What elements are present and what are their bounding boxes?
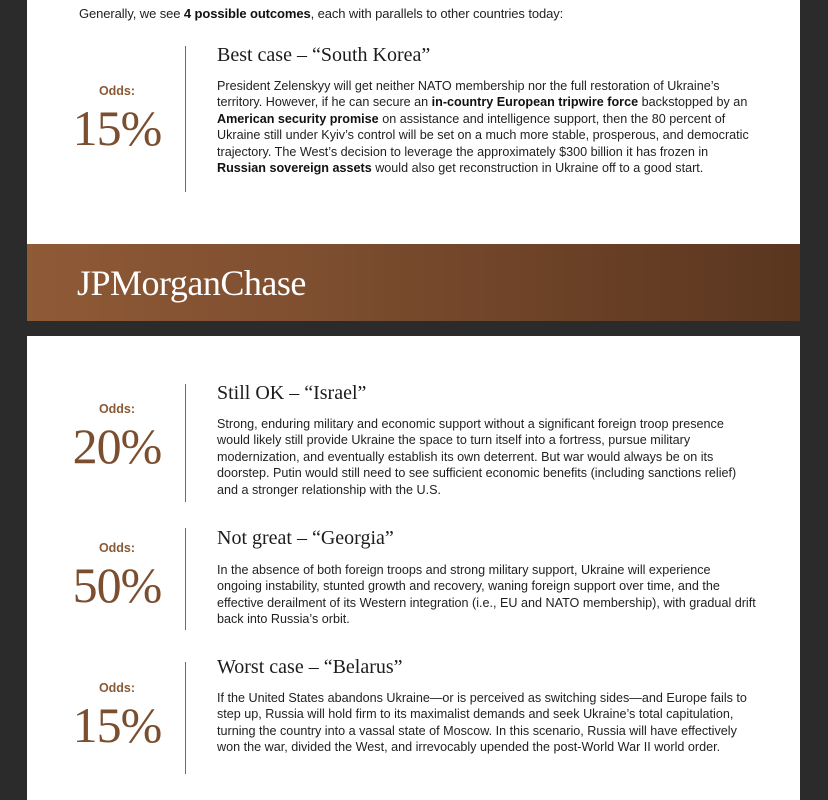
brand-banner (27, 244, 800, 321)
body-text: backstopped by an (638, 95, 748, 110)
scenario-body (217, 416, 757, 498)
scenario-divider (185, 384, 186, 502)
scenario-title: Not great – “Georgia” (217, 527, 394, 549)
scenario-title: Worst case – “Belarus” (217, 656, 403, 678)
body-emphasis: in-country European tripwire force (431, 95, 639, 110)
odds-label: Odds: (98, 402, 136, 416)
scenario-body (217, 562, 757, 628)
scenario-divider (185, 662, 186, 774)
odds-block (57, 84, 177, 154)
intro-prefix: Generally, we see (79, 6, 184, 21)
odds-value: 20% (72, 418, 162, 474)
body-text: Strong, enduring military and economic support without a significant foreign troop presence would likely still provide Ukraine the space to turn itself into a fortress, pursue military modernization, and eventually establish its own deterrent. But war would always be on its doorstep. Putin would still need to see sufficient economic benefits (including sanctions relief) and a stronger relationship with the U.S. (217, 417, 737, 497)
body-text: In the absence of both foreign troops and strong military support, Ukraine will experience ongoing instability, stunted growth and recovery, waning foreign support over time, and the effective derailment of its Western integration (i.e., EU and NATO membership), with gradual drift back into Russia’s orbit. (217, 563, 756, 627)
odds-value: 15% (72, 100, 162, 156)
scenario-divider (185, 528, 186, 630)
body-text: would also get reconstruction in Ukraine off to a good start. (371, 161, 704, 176)
scenario-body (217, 690, 757, 756)
odds-value: 15% (72, 697, 162, 753)
scenario-title: Still OK – “Israel” (217, 382, 367, 404)
scenario-divider (185, 46, 186, 192)
odds-label: Odds: (98, 541, 136, 555)
odds-label: Odds: (98, 84, 136, 98)
odds-block (57, 402, 177, 472)
page-bottom (27, 336, 800, 800)
intro-text (79, 6, 563, 21)
body-text: If the United States abandons Ukraine—or is perceived as switching sides—and Europe fails to step up, Russia will hold firm to its maximalist demands and seek Ukraine’s total capitulation, turning the country into a vassal state of Moscow. In this scenario, Russia will have effectively won the war, divided the West, and irrevocably upended the post-World War II world order. (217, 691, 747, 755)
scenario-body (217, 78, 757, 176)
intro-bold: 4 possible outcomes (183, 6, 311, 21)
scenario-title: Best case – “South Korea” (217, 44, 431, 66)
odds-block (57, 541, 177, 611)
body-text: on assistance and intelligence support, then the 80 percent of Ukraine still under Kyiv’s control will be set on a much more stable, prosperous, and democratic trajectory. The West’s decision to leverage the approximately $300 billion it has frozen in (217, 111, 749, 159)
body-emphasis: Russian sovereign assets (217, 161, 372, 176)
odds-label: Odds: (98, 681, 136, 695)
intro-suffix: , each with parallels to other countries today: (310, 6, 564, 21)
odds-block (57, 681, 177, 751)
brand-logo: JPMorganChase (77, 263, 306, 303)
odds-value: 50% (72, 557, 162, 613)
page-top (27, 0, 800, 244)
body-text: President Zelenskyy will get neither NATO membership nor the full restoration of Ukraine’s territory. However, if he can secure an (217, 79, 720, 110)
body-emphasis: American security promise (217, 111, 379, 126)
